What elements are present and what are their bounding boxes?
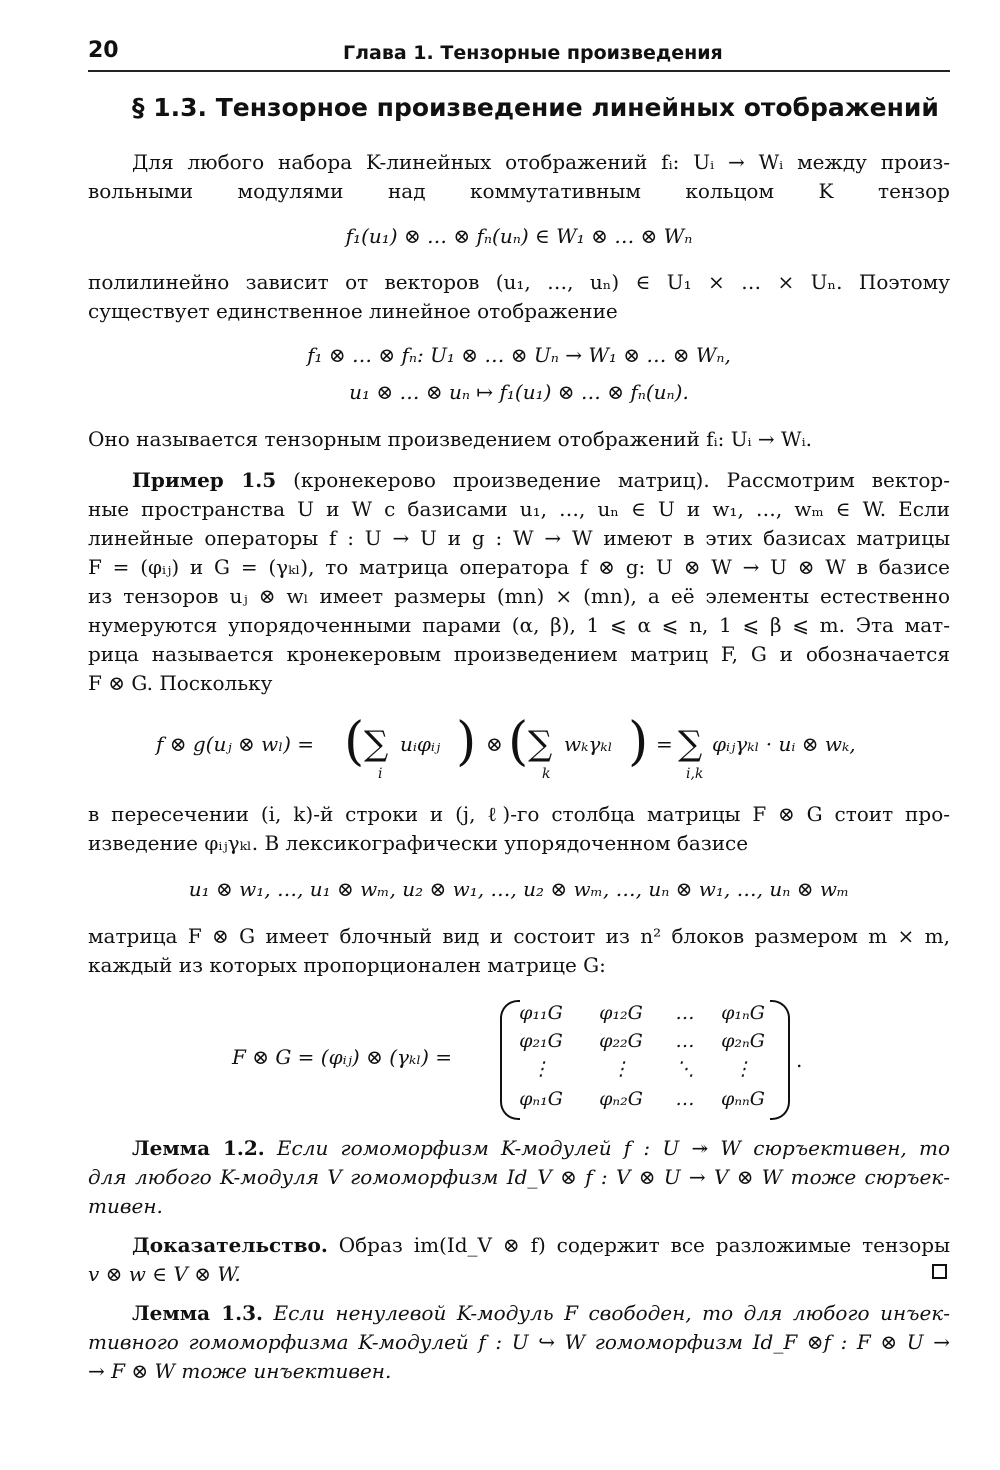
matrix-cell: ⋮: [611, 1058, 631, 1080]
example-line-1: [132, 466, 950, 494]
matrix-cell: φₙ₂G: [599, 1088, 643, 1110]
eq3-tensor: ⊗: [486, 732, 503, 756]
eq3-paren-open-2: (: [508, 712, 529, 772]
lemma-1-3-line-1: [132, 1299, 950, 1327]
eq3-paren-open-1: (: [344, 712, 365, 772]
eq3-sum-1-index: i: [378, 766, 383, 782]
matrix-cell: ⋮: [531, 1058, 551, 1080]
example-line-7: рица называется кронекеровым произведением матриц F, G и обозначается: [88, 642, 950, 666]
proof-line-1-text: Образ im(Id_V ⊗ f) содержит все разложимые тензоры: [327, 1233, 950, 1257]
para-2-line-2: существует единственное линейное отображение: [88, 299, 618, 323]
example-line-5: из тензоров uⱼ ⊗ wₗ имеет размеры (mn) × (mn), а её элементы естественно: [88, 584, 950, 608]
matrix-cell: φ₁₂G: [599, 1002, 643, 1024]
equation-5-end: .: [796, 1048, 803, 1072]
matrix-cell: …: [675, 1002, 695, 1024]
para-5-line-1: матрица F ⊗ G имеет блочный вид и состоит из n² блоков размером m × m,: [88, 924, 950, 948]
lemma-1-2-line-1-text: Если гомоморфизм K-модулей f : U ↠ W сюръективен, то: [264, 1136, 950, 1160]
example-line-6: нумеруются упорядоченными парами (α, β), 1 ⩽ α ⩽ n, 1 ⩽ β ⩽ m. Эта мат-: [88, 613, 950, 637]
kronecker-matrix: [500, 1000, 790, 1118]
para-2-line-1: полилинейно зависит от векторов (u₁, …, uₙ) ∈ U₁ × … × Uₙ. Поэтому: [88, 270, 950, 294]
lemma-1-3-label: Лемма 1.3.: [132, 1301, 263, 1325]
matrix-cell: φ₁ₙG: [721, 1002, 765, 1024]
proof-label: Доказательство.: [132, 1233, 328, 1257]
running-header: [88, 36, 950, 72]
proof-line-1: [132, 1231, 950, 1259]
example-label: Пример 1.5: [132, 468, 277, 492]
matrix-cell: φ₁₁G: [519, 1002, 563, 1024]
eq3-sum-3-index: i,k: [686, 766, 704, 782]
qed-square-icon: [932, 1264, 947, 1279]
eq3-sum-2-term: wₖγₖₗ: [564, 732, 613, 756]
matrix-cell: φ₂₁G: [519, 1030, 563, 1052]
eq3-paren-close-2: ): [628, 712, 649, 772]
eq3-equals: =: [656, 732, 673, 756]
matrix-cell: …: [675, 1030, 695, 1052]
equation-2-line-2: u₁ ⊗ … ⊗ uₙ ↦ f₁(u₁) ⊗ … ⊗ fₙ(uₙ).: [349, 380, 689, 404]
matrix-cell: ⋮: [733, 1058, 753, 1080]
lemma-1-2-line-3: тивен.: [88, 1194, 163, 1218]
lemma-1-3-line-1-text: Если ненулевой K-модуль F свободен, то для любого инъек-: [262, 1301, 950, 1325]
matrix-cell: φₙ₁G: [519, 1088, 563, 1110]
eq3-sum-3: ∑: [678, 724, 703, 764]
para-1-line-2: вольными модулями над коммутативным кольцом K тензор: [88, 179, 950, 203]
page-number: 20: [88, 38, 119, 63]
proof-line-2: v ⊗ w ∈ V ⊗ W.: [88, 1262, 241, 1286]
matrix-cell: φ₂ₙG: [721, 1030, 765, 1052]
eq3-sum-1: ∑: [364, 724, 389, 764]
lemma-1-2-line-1: [132, 1134, 950, 1162]
matrix-cell: φₙₙG: [721, 1088, 765, 1110]
lemma-1-2-line-2: для любого K-модуля V гомоморфизм Id_V ⊗ f : V ⊗ U → V ⊗ W тоже сюръек-: [88, 1165, 950, 1189]
eq3-paren-close-1: ): [456, 712, 477, 772]
chapter-title: Глава 1. Тензорные произведения: [343, 42, 723, 64]
equation-3: [156, 712, 896, 792]
equation-4: u₁ ⊗ w₁, …, u₁ ⊗ wₘ, u₂ ⊗ w₁, …, u₂ ⊗ wₘ, …, uₙ ⊗ w₁, …, uₙ ⊗ wₘ: [188, 877, 850, 901]
example-line-8: F ⊗ G. Поскольку: [88, 671, 273, 695]
lemma-1-3-line-2: тивного гомоморфизма K-модулей f : U ↪ W гомоморфизм Id_F ⊗f : F ⊗ U →: [88, 1330, 950, 1354]
para-4-line-2: изведение φᵢⱼγₖₗ. В лексикографически упорядоченном базисе: [88, 831, 749, 855]
equation-5-lhs: F ⊗ G = (φᵢⱼ) ⊗ (γₖₗ) =: [232, 1045, 453, 1069]
lemma-1-2-label: Лемма 1.2.: [132, 1136, 265, 1160]
equation-1: f₁(u₁) ⊗ … ⊗ fₙ(uₙ) ∈ W₁ ⊗ … ⊗ Wₙ: [345, 224, 693, 248]
eq3-sum-3-term: φᵢⱼγₖₗ · uᵢ ⊗ wₖ,: [712, 732, 856, 756]
example-line-3: линейные операторы f : U → U и g : W → W имеют в этих базисах матрицы: [88, 526, 950, 550]
para-1-line-1: Для любого набора K-линейных отображений fᵢ: Uᵢ → Wᵢ между произ-: [132, 150, 950, 174]
matrix-cell: φ₂₂G: [599, 1030, 643, 1052]
eq3-sum-2-index: k: [542, 766, 551, 782]
para-5-line-2: каждый из которых пропорционален матрице G:: [88, 953, 606, 977]
para-3: Оно называется тензорным произведением отображений fᵢ: Uᵢ → Wᵢ.: [88, 427, 812, 451]
lemma-1-3-line-3: → F ⊗ W тоже инъективен.: [88, 1359, 392, 1383]
example-line-1-text: (кронекерово произведение матриц). Рассмотрим вектор-: [276, 468, 950, 492]
example-line-4: F = (φᵢⱼ) и G = (γₖₗ), то матрица оператора f ⊗ g: U ⊗ W → U ⊗ W в базисе: [88, 555, 950, 579]
eq3-sum-2: ∑: [528, 724, 553, 764]
eq3-lhs: f ⊗ g(uⱼ ⊗ wₗ) =: [156, 732, 315, 756]
matrix-cell: …: [675, 1088, 695, 1110]
equation-2-line-1: f₁ ⊗ … ⊗ fₙ: U₁ ⊗ … ⊗ Uₙ → W₁ ⊗ … ⊗ Wₙ,: [307, 343, 731, 367]
eq3-sum-1-term: uᵢφᵢⱼ: [400, 732, 441, 756]
example-line-2: ные пространства U и W с базисами u₁, …, uₙ ∈ U и w₁, …, wₘ ∈ W. Если: [88, 497, 950, 521]
section-title: § 1.3. Тензорное произведение линейных отображений: [132, 93, 939, 122]
para-4-line-1: в пересечении (i, k)-й строки и (j, ℓ)-го столбца матрицы F ⊗ G стоит про-: [88, 802, 950, 826]
matrix-cell: ⋱: [675, 1058, 695, 1080]
